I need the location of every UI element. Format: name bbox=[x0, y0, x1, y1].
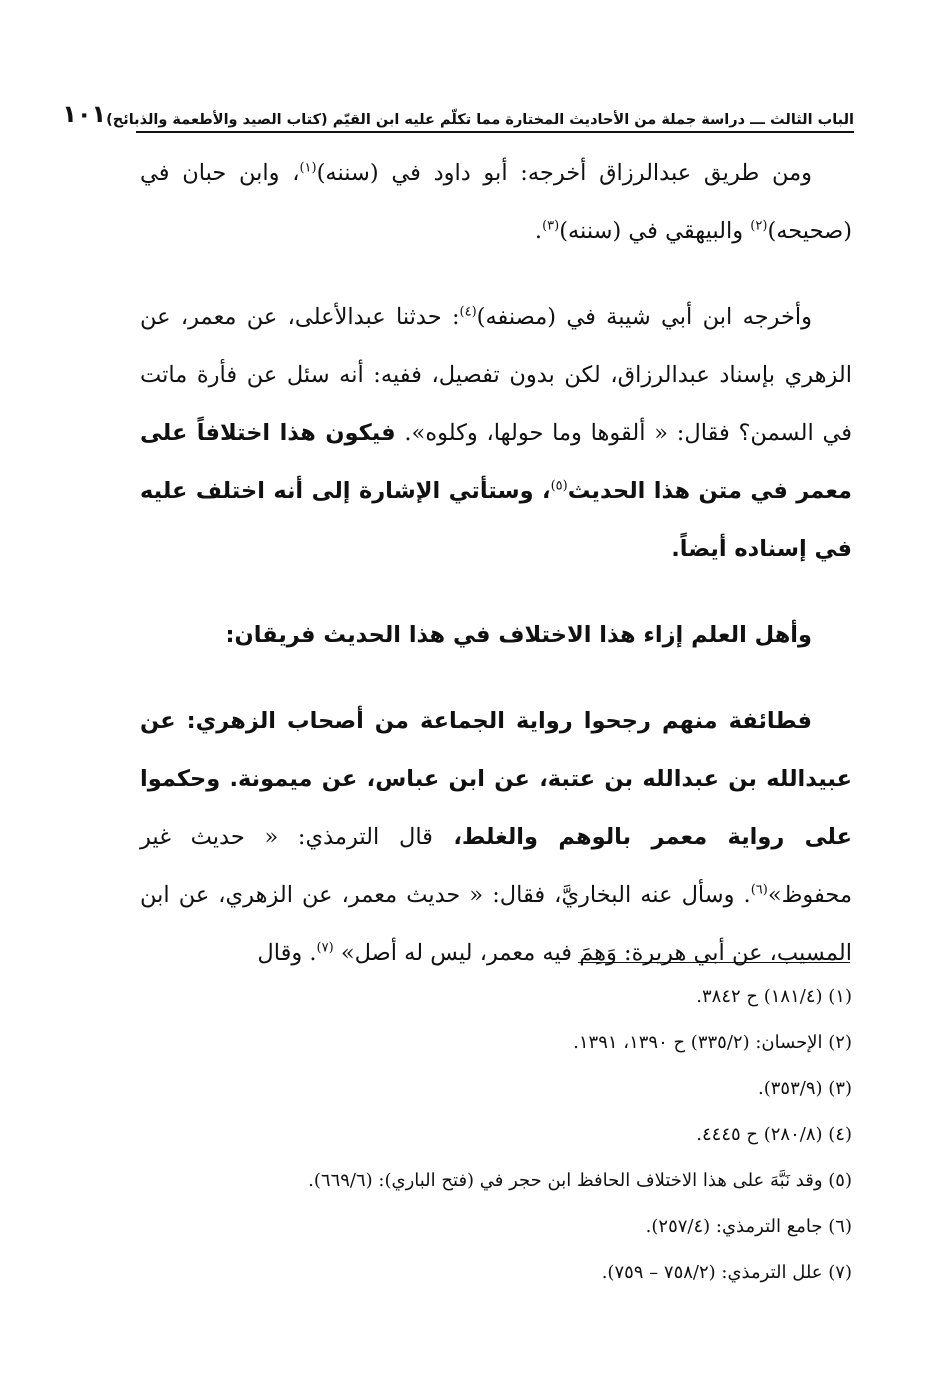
footnote-4: (٤) (٢٨٠/٨) ح ٤٤٤٥. bbox=[696, 1124, 852, 1145]
paragraph bbox=[140, 606, 852, 664]
footnote-7: (٧) علل الترمذي: (٧٥٨/٢ – ٧٥٩). bbox=[601, 1262, 852, 1283]
running-title: الباب الثالث ـــ دراسة جملة من الأحاديث المختارة مما تكلّم عليه ابن القيّم (كتاب الصيد والأطعمة والذبائح) bbox=[106, 112, 854, 128]
text-run: : حدثنا عبدالأعلى، عن معمر، عن الزهري بإسناد عبدالرزاق، لكن بدون تفصيل، ففيه: أنه سئل عن فأرة ماتت في السمن؟ فقال: « ألقوها وما حولها، وكلوه». bbox=[140, 304, 852, 446]
main-text bbox=[140, 144, 852, 1010]
paragraph bbox=[140, 288, 852, 578]
footnote-ref[interactable]: (٢) bbox=[750, 218, 768, 234]
page-number: ١٠١ bbox=[62, 100, 107, 128]
text-run: ، وابن حبان في (صحيحه) bbox=[140, 160, 852, 244]
text-run: . وقال bbox=[257, 940, 317, 966]
paragraph bbox=[140, 692, 852, 982]
footnote-ref[interactable]: (٧) bbox=[316, 940, 334, 956]
page-header bbox=[62, 92, 854, 133]
footnote-ref[interactable]: (٥) bbox=[550, 478, 568, 494]
bold-text-run: وأهل العلم إزاء هذا الاختلاف في هذا الحديث فريقان: bbox=[225, 622, 812, 648]
footnote-ref[interactable]: (٦) bbox=[750, 882, 768, 898]
footnote-5: (٥) وقد نَبَّهَ على هذا الاختلاف الحافظ ابن حجر في (فتح الباري): (٦٦٩/٦). bbox=[308, 1170, 852, 1191]
bold-text-run: فطائفة منهم رجحوا رواية الجماعة من أصحاب الزهري: عن عبيدالله بن عبدالله بن عتبة، عن ابن عباس، عن ميمونة. وحكموا على رواية معمر بالوهم والغلط، bbox=[140, 708, 852, 850]
text-run: . bbox=[534, 218, 543, 244]
footnote-ref[interactable]: (٤) bbox=[459, 304, 477, 320]
footnote-divider bbox=[578, 962, 850, 963]
bold-text-run: فيكون هذا اختلافاً على معمر في متن هذا الحديث bbox=[140, 420, 852, 504]
footnotes bbox=[140, 974, 852, 1296]
text-run: ومن طريق عبدالرزاق أخرجه: أبو داود في (سننه) bbox=[316, 160, 813, 186]
footnote-ref[interactable]: (١) bbox=[299, 160, 317, 176]
bold-text-run: ، وستأتي الإشارة إلى أنه اختلف عليه في إسناده أيضاً. bbox=[140, 478, 852, 562]
paragraph bbox=[140, 144, 852, 260]
footnote-1: (١) (١٨١/٤) ح ٣٨٤٢. bbox=[696, 986, 852, 1007]
text-run: . وسأل عنه البخاريَّ، فقال: « حديث معمر، عن الزهري، عن ابن المسيب، عن أبي هريرة: وَهِمَ فيه معمر، ليس له أصل» bbox=[140, 882, 852, 966]
text-run: والبيهقي في (سننه) bbox=[559, 218, 751, 244]
footnote-6: (٦) جامع الترمذي: (٢٥٧/٤). bbox=[645, 1216, 852, 1237]
footnote-3: (٣) (٣٥٣/٩). bbox=[758, 1078, 852, 1099]
footnote-2: (٢) الإحسان: (٣٣٥/٢) ح ١٣٩٠، ١٣٩١. bbox=[573, 1032, 852, 1053]
text-run: وأخرجه ابن أبي شيبة في (مصنفه) bbox=[476, 304, 812, 330]
footnote-ref[interactable]: (٣) bbox=[542, 218, 560, 234]
text-run: قال الترمذي: « حديث غير محفوظ» bbox=[140, 824, 852, 908]
